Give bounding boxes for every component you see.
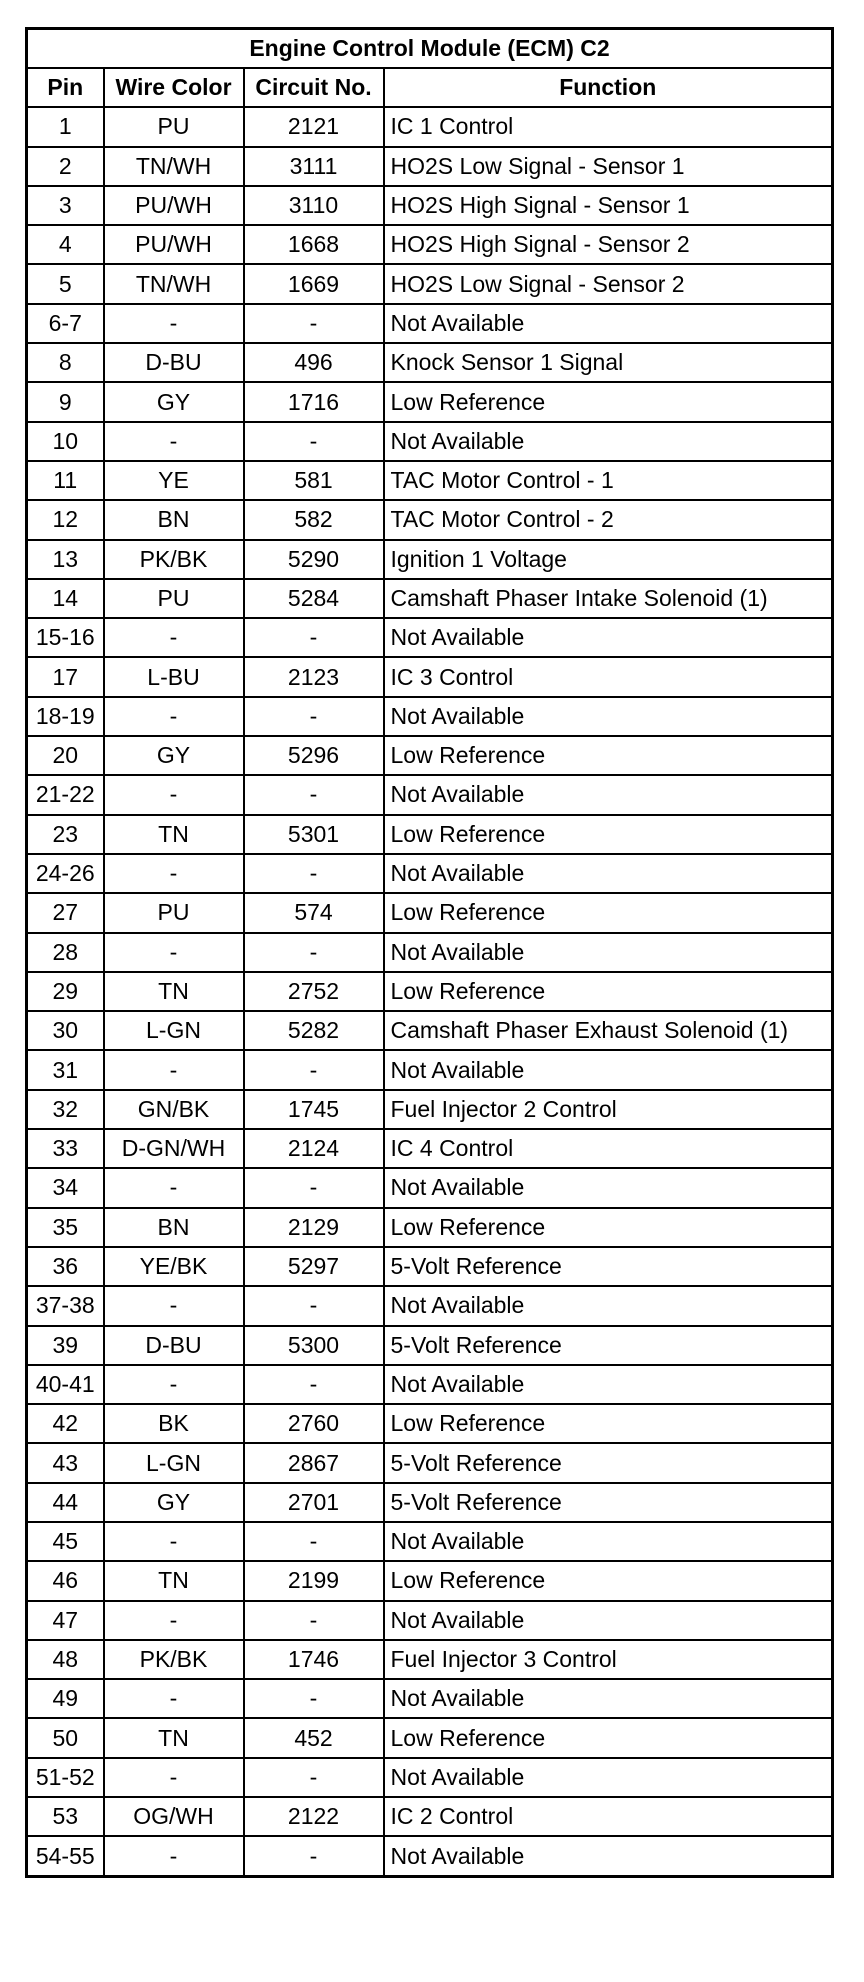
pin-cell: 39 [27,1326,104,1365]
wire-color-cell: GY [104,382,244,421]
pin-cell: 15-16 [27,618,104,657]
function-cell: Camshaft Phaser Exhaust Solenoid (1) [384,1011,833,1050]
function-cell: Low Reference [384,1718,833,1757]
wire-color-cell: TN/WH [104,264,244,303]
table-row [27,1758,833,1797]
pin-cell: 3 [27,186,104,225]
wire-color-cell: - [104,933,244,972]
function-cell: Not Available [384,933,833,972]
function-cell: Knock Sensor 1 Signal [384,343,833,382]
table-row [27,933,833,972]
circuit-number-cell: 2121 [244,107,384,146]
table-row [27,382,833,421]
circuit-number-cell: 1668 [244,225,384,264]
circuit-number-cell: 496 [244,343,384,382]
table-row [27,854,833,893]
pin-cell: 5 [27,264,104,303]
function-cell: Not Available [384,1286,833,1325]
table-title-row [27,29,833,69]
table-row [27,343,833,382]
circuit-number-cell: - [244,854,384,893]
pin-cell: 10 [27,422,104,461]
function-cell: Not Available [384,1601,833,1640]
pin-cell: 33 [27,1129,104,1168]
wire-color-cell: - [104,1679,244,1718]
wire-color-cell: PU [104,107,244,146]
wire-color-cell: TN [104,815,244,854]
function-cell: 5-Volt Reference [384,1483,833,1522]
function-cell: Not Available [384,1758,833,1797]
wire-color-cell: PU/WH [104,186,244,225]
pin-cell: 53 [27,1797,104,1836]
table-row [27,1797,833,1836]
pin-cell: 54-55 [27,1836,104,1876]
pin-cell: 1 [27,107,104,146]
function-cell: 5-Volt Reference [384,1326,833,1365]
table-row [27,775,833,814]
circuit-number-cell: 3111 [244,147,384,186]
pin-cell: 43 [27,1443,104,1482]
circuit-number-cell: 2199 [244,1561,384,1600]
table-row [27,972,833,1011]
column-header-pin: Pin [27,68,104,107]
table-row [27,1443,833,1482]
circuit-number-cell: 582 [244,500,384,539]
table-row [27,1050,833,1089]
circuit-number-cell: 5296 [244,736,384,775]
function-cell: Not Available [384,1522,833,1561]
circuit-number-cell: - [244,697,384,736]
table-row [27,500,833,539]
pin-cell: 28 [27,933,104,972]
table-row [27,1483,833,1522]
function-cell: Not Available [384,697,833,736]
column-header-function: Function [384,68,833,107]
table-row [27,1679,833,1718]
pin-cell: 31 [27,1050,104,1089]
function-cell: Fuel Injector 3 Control [384,1640,833,1679]
circuit-number-cell: 5301 [244,815,384,854]
pin-cell: 29 [27,972,104,1011]
wire-color-cell: YE [104,461,244,500]
pin-cell: 21-22 [27,775,104,814]
pin-cell: 18-19 [27,697,104,736]
pin-cell: 13 [27,540,104,579]
circuit-number-cell: 2752 [244,972,384,1011]
table-row [27,186,833,225]
wire-color-cell: - [104,1522,244,1561]
wire-color-cell: - [104,1286,244,1325]
table-row [27,1286,833,1325]
table-row [27,264,833,303]
wire-color-cell: PU [104,579,244,618]
circuit-number-cell: - [244,1522,384,1561]
table-row [27,1404,833,1443]
pin-cell: 48 [27,1640,104,1679]
pin-cell: 24-26 [27,854,104,893]
table-row [27,225,833,264]
pin-cell: 46 [27,1561,104,1600]
table-row [27,1718,833,1757]
table-row [27,1561,833,1600]
wire-color-cell: - [104,697,244,736]
wire-color-cell: D-BU [104,1326,244,1365]
circuit-number-cell: 1746 [244,1640,384,1679]
table-row [27,422,833,461]
circuit-number-cell: - [244,422,384,461]
wire-color-cell: - [104,854,244,893]
wire-color-cell: D-BU [104,343,244,382]
wire-color-cell: BN [104,1208,244,1247]
function-cell: Not Available [384,422,833,461]
wire-color-cell: D-GN/WH [104,1129,244,1168]
wire-color-cell: TN/WH [104,147,244,186]
table-row [27,540,833,579]
function-cell: 5-Volt Reference [384,1247,833,1286]
circuit-number-cell: - [244,1601,384,1640]
pin-cell: 14 [27,579,104,618]
circuit-number-cell: 1745 [244,1090,384,1129]
table-title: Engine Control Module (ECM) C2 [27,29,833,69]
circuit-number-cell: 2129 [244,1208,384,1247]
wire-color-cell: - [104,618,244,657]
wire-color-cell: TN [104,1718,244,1757]
wire-color-cell: - [104,422,244,461]
function-cell: Low Reference [384,736,833,775]
circuit-number-cell: 3110 [244,186,384,225]
table-row [27,736,833,775]
function-cell: HO2S High Signal - Sensor 1 [384,186,833,225]
wire-color-cell: BK [104,1404,244,1443]
wire-color-cell: GN/BK [104,1090,244,1129]
table-row [27,1522,833,1561]
table-header-row [27,68,833,107]
pin-cell: 2 [27,147,104,186]
pin-cell: 35 [27,1208,104,1247]
circuit-number-cell: 1716 [244,382,384,421]
table-row [27,304,833,343]
function-cell: Fuel Injector 2 Control [384,1090,833,1129]
function-cell: Not Available [384,1836,833,1876]
circuit-number-cell: 5290 [244,540,384,579]
table-row [27,1365,833,1404]
wire-color-cell: TN [104,1561,244,1600]
table-row [27,461,833,500]
circuit-number-cell: 2123 [244,657,384,696]
table-row [27,618,833,657]
table-row [27,1129,833,1168]
circuit-number-cell: 5282 [244,1011,384,1050]
table-row [27,893,833,932]
circuit-number-cell: - [244,1168,384,1207]
function-cell: Not Available [384,775,833,814]
pin-cell: 23 [27,815,104,854]
circuit-number-cell: 5297 [244,1247,384,1286]
wire-color-cell: L-GN [104,1443,244,1482]
wire-color-cell: - [104,1601,244,1640]
pin-cell: 27 [27,893,104,932]
table-row [27,579,833,618]
wire-color-cell: - [104,304,244,343]
function-cell: IC 3 Control [384,657,833,696]
function-cell: TAC Motor Control - 2 [384,500,833,539]
table-row [27,657,833,696]
function-cell: HO2S High Signal - Sensor 2 [384,225,833,264]
table-row [27,107,833,146]
table-row [27,1168,833,1207]
function-cell: 5-Volt Reference [384,1443,833,1482]
circuit-number-cell: 2760 [244,1404,384,1443]
pin-cell: 40-41 [27,1365,104,1404]
pin-cell: 47 [27,1601,104,1640]
function-cell: HO2S Low Signal - Sensor 2 [384,264,833,303]
wire-color-cell: - [104,1836,244,1876]
circuit-number-cell: - [244,1050,384,1089]
function-cell: Low Reference [384,1404,833,1443]
wire-color-cell: - [104,1758,244,1797]
pin-cell: 4 [27,225,104,264]
pin-cell: 12 [27,500,104,539]
wire-color-cell: - [104,775,244,814]
pin-cell: 9 [27,382,104,421]
pin-cell: 11 [27,461,104,500]
wire-color-cell: PK/BK [104,540,244,579]
circuit-number-cell: 452 [244,1718,384,1757]
function-cell: TAC Motor Control - 1 [384,461,833,500]
function-cell: Not Available [384,1168,833,1207]
circuit-number-cell: - [244,775,384,814]
function-cell: Not Available [384,1050,833,1089]
pin-cell: 30 [27,1011,104,1050]
circuit-number-cell: - [244,1679,384,1718]
pin-cell: 45 [27,1522,104,1561]
pin-cell: 37-38 [27,1286,104,1325]
function-cell: Not Available [384,1365,833,1404]
table-row [27,697,833,736]
function-cell: Not Available [384,1679,833,1718]
function-cell: HO2S Low Signal - Sensor 1 [384,147,833,186]
circuit-number-cell: - [244,1836,384,1876]
pin-cell: 50 [27,1718,104,1757]
pin-cell: 42 [27,1404,104,1443]
circuit-number-cell: - [244,1365,384,1404]
pin-cell: 32 [27,1090,104,1129]
wire-color-cell: PU/WH [104,225,244,264]
function-cell: Low Reference [384,382,833,421]
circuit-number-cell: - [244,933,384,972]
circuit-number-cell: 581 [244,461,384,500]
pin-cell: 20 [27,736,104,775]
table-row [27,1836,833,1876]
table-row [27,1247,833,1286]
pin-cell: 34 [27,1168,104,1207]
circuit-number-cell: - [244,1758,384,1797]
pin-cell: 8 [27,343,104,382]
wire-color-cell: - [104,1168,244,1207]
table-row [27,1208,833,1247]
pin-cell: 36 [27,1247,104,1286]
circuit-number-cell: 574 [244,893,384,932]
circuit-number-cell: - [244,618,384,657]
wire-color-cell: TN [104,972,244,1011]
pin-cell: 49 [27,1679,104,1718]
function-cell: Low Reference [384,893,833,932]
table-row [27,1640,833,1679]
pin-cell: 6-7 [27,304,104,343]
wire-color-cell: L-GN [104,1011,244,1050]
pin-cell: 51-52 [27,1758,104,1797]
table-row [27,815,833,854]
function-cell: IC 4 Control [384,1129,833,1168]
function-cell: Not Available [384,304,833,343]
table-body [27,107,833,1876]
wire-color-cell: YE/BK [104,1247,244,1286]
ecm-connector-table [25,27,834,1878]
pin-cell: 44 [27,1483,104,1522]
wire-color-cell: PK/BK [104,1640,244,1679]
column-header-circuit-no: Circuit No. [244,68,384,107]
function-cell: Low Reference [384,1561,833,1600]
circuit-number-cell: 2122 [244,1797,384,1836]
wire-color-cell: GY [104,1483,244,1522]
function-cell: Not Available [384,854,833,893]
circuit-number-cell: 1669 [244,264,384,303]
circuit-number-cell: 2701 [244,1483,384,1522]
table-row [27,147,833,186]
circuit-number-cell: - [244,304,384,343]
circuit-number-cell: 2867 [244,1443,384,1482]
function-cell: Low Reference [384,1208,833,1247]
function-cell: Low Reference [384,815,833,854]
function-cell: Camshaft Phaser Intake Solenoid (1) [384,579,833,618]
wire-color-cell: BN [104,500,244,539]
pin-cell: 17 [27,657,104,696]
table-row [27,1601,833,1640]
function-cell: Ignition 1 Voltage [384,540,833,579]
circuit-number-cell: - [244,1286,384,1325]
circuit-number-cell: 2124 [244,1129,384,1168]
table-row [27,1011,833,1050]
wire-color-cell: OG/WH [104,1797,244,1836]
wire-color-cell: - [104,1365,244,1404]
function-cell: Low Reference [384,972,833,1011]
table-row [27,1090,833,1129]
column-header-wire-color: Wire Color [104,68,244,107]
function-cell: Not Available [384,618,833,657]
wire-color-cell: GY [104,736,244,775]
table-row [27,1326,833,1365]
circuit-number-cell: 5284 [244,579,384,618]
wire-color-cell: L-BU [104,657,244,696]
circuit-number-cell: 5300 [244,1326,384,1365]
function-cell: IC 1 Control [384,107,833,146]
function-cell: IC 2 Control [384,1797,833,1836]
wire-color-cell: PU [104,893,244,932]
wire-color-cell: - [104,1050,244,1089]
